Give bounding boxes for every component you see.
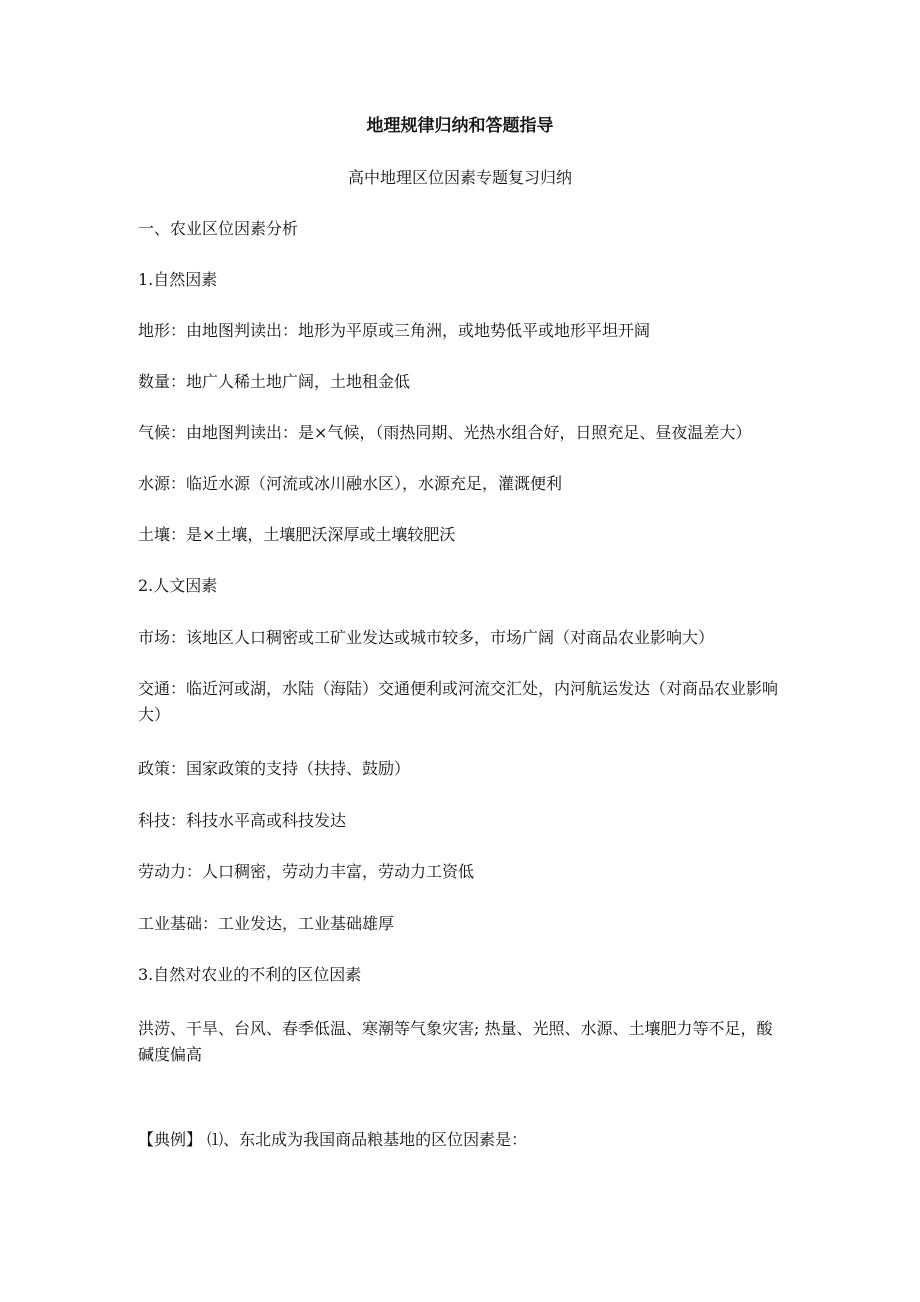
- subsection-human-factors: 2.人文因素: [138, 576, 218, 595]
- subsection-natural-factors: 1.自然因素: [138, 270, 218, 289]
- paragraph-labor: 劳动力：人口稠密，劳动力丰富，劳动力工资低: [138, 862, 475, 881]
- paragraph-policy: 政策：国家政策的支持（扶持、鼓励）: [138, 759, 411, 778]
- paragraph-industrial-base: 工业基础：工业发达，工业基础雄厚: [138, 914, 395, 933]
- paragraph-example: 【典例】 ⑴、东北成为我国商品粮基地的区位因素是：: [138, 1130, 528, 1149]
- document-title: 地理规律归纳和答题指导: [366, 116, 554, 136]
- paragraph-soil: 土壤：是×土壤，土壤肥沃深厚或土壤较肥沃: [138, 525, 456, 544]
- paragraph-disasters: 洪涝、干旱、台风、春季低温、寒潮等气象灾害; 热量、光照、水源、土壤肥力等不足，酸碱度偏高: [138, 1019, 773, 1064]
- paragraph-water-source: 水源：临近水源（河流或冰川融水区），水源充足，灌溉便利: [138, 474, 563, 493]
- paragraph-climate: 气候：由地图判读出：是×气候，（雨热同期、光热水组合好，日照充足、昼夜温差大）: [138, 423, 752, 442]
- paragraph-technology: 科技：科技水平高或科技发达: [138, 811, 347, 830]
- paragraph-quantity: 数量：地广人稀土地广阔，土地租金低: [138, 372, 411, 391]
- document-subtitle: 高中地理区位因素专题复习归纳: [347, 168, 572, 187]
- paragraph-market: 市场：该地区人口稠密或工矿业发达或城市较多，市场广阔（对商品农业影响大）: [138, 628, 715, 647]
- paragraph-transport: 交通：临近河或湖，水陆（海陆）交通便利或河流交汇处，内河航运发达（对商品农业影响大）: [138, 679, 779, 724]
- paragraph-terrain: 地形：由地图判读出：地形为平原或三角洲，或地势低平或地形平坦开阔: [138, 321, 651, 340]
- subsection-unfavorable-factors: 3.自然对农业的不利的区位因素: [138, 965, 362, 984]
- section-heading-agriculture: 一、农业区位因素分析: [138, 219, 299, 238]
